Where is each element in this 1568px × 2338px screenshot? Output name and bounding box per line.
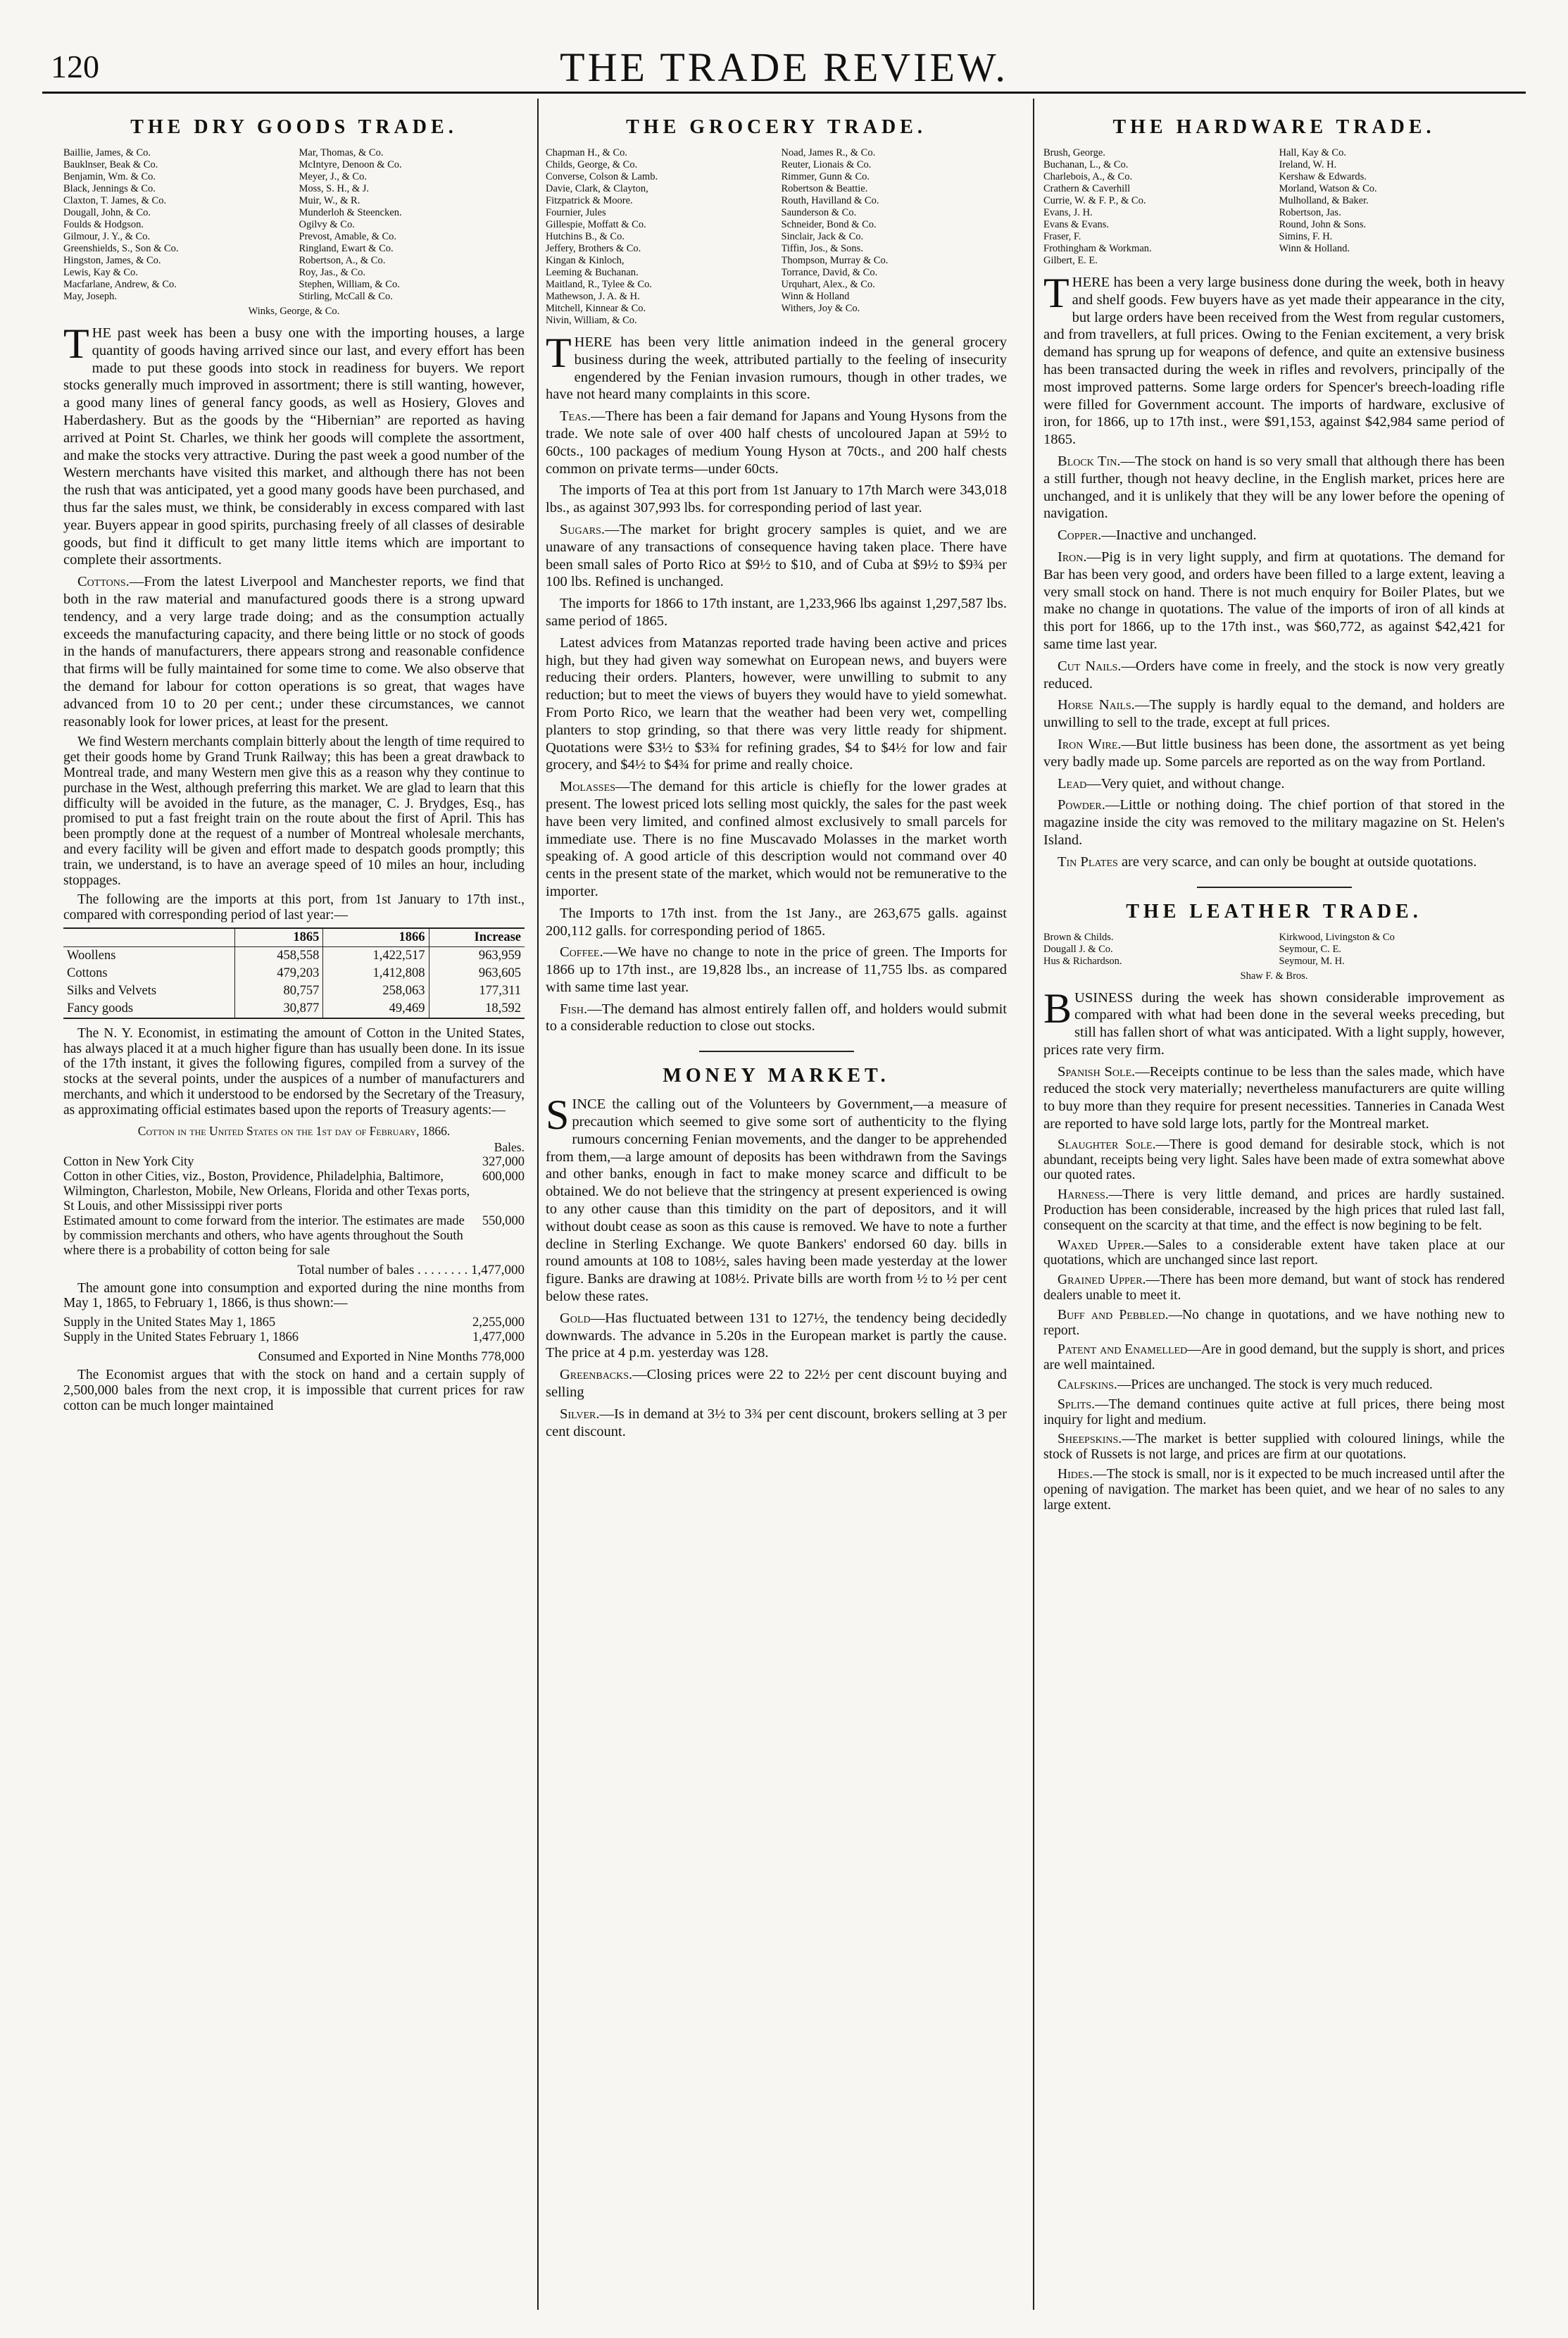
paragraph-text: —Receipts continue to be less than the sales made, which have reduced the stock very materially; nevertheless manufacturers are quite willing to buy more than they require for present necessities. Tanneries in Canada West are reported to have sold large lots, partly for the Montreal market. (1043, 1063, 1505, 1132)
paragraph-subhead: Buff and Pebbled. (1058, 1307, 1169, 1323)
paragraph-text: —Inactive and unchanged. (1101, 527, 1257, 544)
table-cell: Cottons (67, 965, 108, 980)
table-row (63, 946, 525, 965)
table-cell: 1,422,517 (323, 946, 429, 965)
article-paragraph (1043, 1377, 1505, 1393)
firm-name: Seymour, M. H. (1279, 955, 1345, 967)
article-paragraph (546, 521, 1007, 591)
ledger-label: Supply in the United States May 1, 1865 (63, 1315, 276, 1330)
firm-name: Stephen, William, & Co. (299, 279, 400, 290)
ledger-value: 327,000 (482, 1154, 525, 1169)
table-row (63, 982, 525, 1000)
paragraph-text: —Very quiet, and without change. (1086, 775, 1285, 792)
firm-name: Jeffery, Brothers & Co. (546, 243, 641, 254)
ledger-row (63, 1330, 525, 1345)
firm-name: Nivin, William, & Co. (546, 315, 637, 326)
paragraph-text: —But little business has been done, the assortment as yet being very badly made up. Some parcels are reported as on the way from Portland. (1043, 736, 1505, 770)
table-cell: 963,959 (429, 946, 525, 965)
article-intro: SINCE the calling out of the Volunteers by Government,—a measure of precaution which seemed to give some sort of authenticity to the flying rumours concerning Fenian movements, and the danger to be apprehended from them,—a large amount of deposits has been withdrawn from the Savings and other banks, enough in fact to make money scarce and difficult to be obtained. We do not believe that the stringency at present experienced is owing to any other cause than this timidity on the part of depositors, and it will without doubt cease as soon as this cause is removed. We have to note a further decline in Sterling Exchange. We quote Bankers' endorsed 60 day. bills in round amounts at 108 to 108½, sales having been made yesterday at the lower figure. Banks are drawing at 108½. Private bills are worth from ½ to ½ per cent below these rates. (546, 1092, 1007, 1305)
ledger-value: 2,255,000 (472, 1315, 525, 1330)
article-paragraph: The imports for 1866 to 17th instant, are 1,233,966 lbs against 1,297,587 lbs. same period of 1865. (546, 596, 1007, 629)
paragraph-subhead: Hides. (1058, 1467, 1093, 1482)
firm-name: Seymour, C. E. (1279, 943, 1341, 955)
firm-name: Munderloh & Steencken. (299, 207, 402, 218)
section-title: THE GROCERY TRADE. (626, 116, 927, 138)
paragraph-subhead: Harness. (1058, 1187, 1109, 1203)
article-paragraph (1043, 1432, 1505, 1463)
table-cell: 18,592 (429, 1000, 525, 1018)
firm-name: Fitzpatrick & Moore. (546, 195, 633, 206)
firm-name: Evans & Evans. (1043, 219, 1110, 230)
table-cell: 49,469 (323, 1000, 429, 1018)
article-paragraph: Latest advices from Matanzas reported trade having been active and prices high, but they had given way somewhat on European news, and buyers were reducing their orders. Planters, however, were unwilling to submit to any reduction; but to meet the views of buyers they would have to yield somewhat. From Porto Rico, we learn that the weather had been very wet, compelling planters to stop grinding, so that there was very little ready for shipment. Quotations were $3½ to $3¾ for refining grades, $4 to $4½ for low and fair grocery, and $4½ to $4¾ for prime and really choice. (546, 634, 1007, 773)
drop-cap: S (546, 1092, 570, 1139)
section-title: THE HARDWARE TRADE. (1112, 116, 1436, 138)
firm-name: Simins, F. H. (1279, 231, 1333, 242)
firm-name: Ringland, Ewart & Co. (299, 243, 394, 254)
paragraph-subhead: Teas. (560, 408, 591, 425)
table-cell: 1,412,808 (323, 965, 429, 982)
paragraph-text: —No change in quotations, and we have nothing new to report. (1043, 1307, 1505, 1338)
article-paragraph (1043, 736, 1505, 771)
firm-name: Hutchins B., & Co. (546, 231, 625, 242)
table-row (63, 1000, 525, 1018)
paragraph-text: —The market is better supplied with coloured linings, while the stock of Russets is not large, and prices are firm at our quotations. (1043, 1432, 1505, 1463)
firm-name: Converse, Colson & Lamb. (546, 171, 658, 182)
article-paragraph (1043, 527, 1505, 544)
paragraph-text: —Has fluctuated between 131 to 127½, the tendency being decidedly downwards. The advance in 5.20s in the European market is partly the cause. The price at 4 p.m. yesterday was 128. (546, 1310, 1007, 1361)
ledger-value: 600,000 (482, 1169, 525, 1184)
firm-name: Leeming & Buchanan. (546, 267, 639, 278)
paragraph-subhead: Tin Plates (1058, 854, 1118, 870)
firm-name: Buchanan, L., & Co. (1043, 159, 1129, 170)
article-paragraph (1043, 1342, 1505, 1373)
paragraph-text: —There is good demand for desirable stock, which is not abundant, receipts being very light. Sales have been made of extra somewhat above our quoted rates. (1043, 1137, 1505, 1183)
firm-name: Hall, Kay & Co. (1279, 147, 1346, 158)
paragraph-subhead: Splits. (1058, 1396, 1096, 1412)
firm-name: Reuter, Lionais & Co. (781, 159, 872, 170)
firm-name: Saunderson & Co. (781, 207, 857, 218)
paragraph-subhead: Fish. (560, 1001, 588, 1017)
paragraph-subhead: Gold (560, 1310, 591, 1326)
firm-list (546, 147, 1007, 327)
firm-name: Winn & Holland. (1279, 243, 1350, 254)
table-cell: 479,203 (234, 965, 323, 982)
firm-name: Childs, George, & Co. (546, 159, 638, 170)
firm-name: Robertson & Beattie. (781, 183, 868, 194)
article-paragraph (546, 1001, 1007, 1036)
journal-title: THE TRADE REVIEW. (560, 44, 1008, 90)
firm-name: Dougall J. & Co. (1043, 943, 1113, 955)
paragraph-subhead: Waxed Upper. (1058, 1237, 1145, 1253)
article-paragraph (1043, 854, 1505, 871)
firm-name: Mar, Thomas, & Co. (299, 147, 384, 158)
table-cell: 30,877 (234, 1000, 323, 1018)
paragraph-text: —The supply is hardly equal to the demand, and holders are unwilling to sell to the trade, except at full prices. (1043, 697, 1505, 731)
ledger-label: Estimated amount to come forward from the interior. The estimates are made by commission merchants and others, who have agents throughout the South where there is a probability of cotton being for sale (63, 1213, 465, 1258)
paragraph-subhead: Iron. (1058, 549, 1087, 565)
article-paragraph (546, 1366, 1007, 1401)
firm-name: Chapman H., & Co. (546, 147, 627, 158)
drop-cap: T (63, 320, 89, 367)
firm-name: May, Joseph. (63, 291, 117, 302)
firm-name: Claxton, T. James, & Co. (63, 195, 167, 206)
firm-name: Round, John & Sons. (1279, 219, 1367, 230)
article-paragraph: The Economist argues that with the stock on hand and a certain supply of 2,500,000 bales from the next crop, it is impossible that current prices for raw cotton can be much longer maintained (63, 1368, 525, 1413)
ledger-total: Total number of bales . . . . . . . . 1,477,000 (297, 1262, 525, 1277)
article-intro: BUSINESS during the week has shown considerable improvement as compared with what had been done in the several weeks preceding, but still has fallen short of what was anticipated. With a light supply, however, prices rate very firm. (1043, 984, 1505, 1058)
firm-name: Maitland, R., Tylee & Co. (546, 279, 652, 290)
table-header-cell (63, 928, 234, 947)
firm-list-trailer: Shaw F. & Bros. (1240, 970, 1308, 982)
ledger-row (63, 1315, 525, 1330)
firm-name: Robertson, A., & Co. (299, 255, 386, 266)
running-head (42, 35, 1526, 94)
drop-cap: T (546, 330, 572, 376)
paragraph-subhead: Iron Wire. (1058, 736, 1122, 752)
drop-cap: B (1043, 984, 1072, 1032)
firm-name: Ogilvy & Co. (299, 219, 355, 230)
article-paragraph (546, 944, 1007, 996)
paragraph-subhead: Calfskins. (1058, 1377, 1117, 1393)
table-header-cell: 1866 (323, 928, 429, 947)
article-paragraph: The imports of Tea at this port from 1st January to 17th March were 343,018 lbs., as against 307,993 lbs. for corresponding period of last year. (546, 482, 1007, 516)
firm-name: Withers, Joy & Co. (781, 303, 860, 314)
firm-name: Frothingham & Workman. (1043, 243, 1152, 254)
table-cell: 258,063 (323, 982, 429, 1000)
article-paragraph (1043, 453, 1505, 523)
article-paragraph (546, 1310, 1007, 1362)
table-cell: 458,558 (234, 946, 323, 965)
firm-name: Meyer, J., & Co. (299, 171, 367, 182)
firm-name: Lewis, Kay & Co. (63, 267, 138, 278)
firm-name: Bauklnser, Beak & Co. (63, 159, 158, 170)
paragraph-text: —There has been a fair demand for Japans and Young Hysons from the trade. We note sale of over 400 half chests of uncoloured Japan at 59½ to 60cts., 100 packages of medium Young Hyson at 70cts., and 200 half chests common on private terms—under 60cts. (546, 408, 1007, 477)
ledger-value: 1,477,000 (472, 1330, 525, 1345)
firm-name: Kingan & Kinloch, (546, 255, 625, 266)
firm-name: Foulds & Hodgson. (63, 219, 144, 230)
firm-name: Stirling, McCall & Co. (299, 291, 393, 302)
article-paragraph: The N. Y. Economist, in estimating the amount of Cotton in the United States, has always placed it at a much higher figure than has usually been done. In its issue of the 17th instant, it gives the following figures, compiled from a survey of the stocks at the several points, under the auspices of a number of manufacturers and merchants, and which it understood to be endorsed by the Secretary of the Treasury, as approximating official estimates based upon the reports of Treasury agents:— (63, 1025, 525, 1118)
article-paragraph (1043, 1273, 1505, 1304)
paragraph-subhead: Grained Upper. (1058, 1273, 1146, 1288)
article-paragraph: The amount gone into consumption and exported during the nine months from May 1, 1865, to February 1, 1866, is thus shown:— (63, 1280, 525, 1311)
section-title: THE DRY GOODS TRADE. (130, 116, 458, 138)
firm-name: Fournier, Jules (546, 207, 606, 218)
ledger-row (63, 1214, 525, 1258)
firm-name: Currie, W. & F. P., & Co. (1043, 195, 1146, 206)
firm-name: Mitchell, Kinnear & Co. (546, 303, 646, 314)
firm-name: Sinclair, Jack & Co. (781, 231, 864, 242)
firm-name: Benjamin, Wm. & Co. (63, 171, 156, 182)
paragraph-subhead: Powder. (1058, 797, 1105, 813)
article-paragraph: The following are the imports at this port, from 1st January to 17th inst., compared with corresponding period of last year:— (63, 892, 525, 923)
firm-name: Dougall, John, & Co. (63, 207, 151, 218)
firm-name: Morland, Watson & Co. (1279, 183, 1377, 194)
column-rule (537, 99, 539, 2310)
firm-name: Schneider, Bond & Co. (781, 219, 877, 230)
column-hardware (1043, 116, 1505, 2299)
paragraph-text: —Prices are unchanged. The stock is very much reduced. (1117, 1377, 1433, 1393)
firm-name: Charlebois, A., & Co. (1043, 171, 1133, 182)
paragraph-text: —There has been more demand, but want of stock has rendered dealers unable to meet it. (1043, 1273, 1505, 1304)
ledger-value: 550,000 (482, 1213, 525, 1228)
paragraph-text: —The demand continues quite active at full prices, there being most inquiry for light and medium. (1043, 1396, 1505, 1427)
section-title: THE LEATHER TRADE. (1126, 900, 1422, 923)
table-cell: 177,311 (429, 982, 525, 1000)
firm-name: Ireland, W. H. (1279, 159, 1337, 170)
firm-name: Evans, J. H. (1043, 207, 1093, 218)
table-cell: Silks and Velvets (67, 983, 157, 998)
article-paragraph (1043, 1308, 1505, 1339)
article-paragraph (1043, 1397, 1505, 1428)
firm-name: Routh, Havilland & Co. (781, 195, 879, 206)
firm-list (63, 147, 525, 303)
paragraph-text: —Closing prices were 22 to 22½ per cent discount buying and selling (546, 1367, 1007, 1401)
paragraph-text: —Pig is in very light supply, and firm at quotations. The demand for Bar has been very good, and orders have been filled to a large extent, leaving a very small stock on hand. There is not much enquiry for Boiler Plates, but we make no change in quotations. The value of the imports of iron of all kinds at this port for 1866, up to the 17th inst., was $60,772, as against $42,421 for same time last year. (1043, 549, 1505, 652)
supply-ledger (63, 1315, 525, 1345)
article-paragraph (1043, 1187, 1505, 1233)
paragraph-text: —There is very little demand, and prices are hardly sustained. Production has been considerable, increased by the high prices that ruled last fall, consequent on the scarcity at that time, and the effect is now begining to be felt. (1043, 1187, 1505, 1233)
paragraph-subhead: Spanish Sole. (1058, 1063, 1136, 1080)
firm-name: Hingston, James, & Co. (63, 255, 161, 266)
firm-name: Gilbert, E. E. (1043, 255, 1098, 266)
firm-name: Mathewson, J. A. & H. (546, 291, 640, 302)
firm-name: Moss, S. H., & J. (299, 183, 370, 194)
paragraph-subhead: Patent and Enamelled (1058, 1342, 1188, 1358)
article-paragraph (1043, 696, 1505, 732)
column-grocery (546, 116, 1007, 2299)
article-paragraph (546, 778, 1007, 901)
firm-name: Rimmer, Gunn & Co. (781, 171, 870, 182)
ledger-row (63, 1155, 525, 1170)
firm-list-trailer: Winks, George, & Co. (248, 306, 340, 317)
firm-name: Greenshields, S., Son & Co. (63, 243, 179, 254)
firm-name: Roy, Jas., & Co. (299, 267, 366, 278)
ledger-label: Cotton in New York City (63, 1154, 194, 1169)
paragraph-subhead: Greenbacks. (560, 1367, 633, 1383)
firm-name: Kershaw & Edwards. (1279, 171, 1367, 182)
article-intro: THERE has been a very large business done during the week, both in heavy and shelf goods. Few buyers have as yet made their appearance in the city, but large orders have been received from the West from regular customers, and from travellers, at full prices. Owing to the Fenian excitement, a very brisk demand has sprung up for weapons of defence, and quite an extensive business has been transacted during the week in rifles and revolvers, principally of the most improved patterns. Some large orders for Spencer's breech-loading rifle were filled for Government account. The imports of hardware, exclusive of iron, for 1866, up to 17th inst., were $91,153, against $42,984 same period of 1865. (1043, 270, 1505, 448)
article-paragraph (1043, 1467, 1505, 1513)
firm-name: Mulholland, & Baker. (1279, 195, 1369, 206)
paragraph-subhead: Copper. (1058, 527, 1102, 544)
table-heading: Cotton in the United States on the 1st day of February, 1866. (137, 1123, 451, 1138)
section-title: MONEY MARKET. (663, 1065, 890, 1087)
table-header-cell: 1865 (234, 928, 323, 947)
paragraph-subhead: Cut Nails. (1058, 658, 1122, 674)
firm-name: Fraser, F. (1043, 231, 1081, 242)
article-intro: THE past week has been a busy one with the importing houses, a large quantity of goods having arrived since our last, and every effort has been made to put these goods into stock in readiness for buyers. We report stocks generally much improved in assortment; there is still wanting, however, a good many lines of general fancy goods, as well as Hosiery, Gloves and Haberdashery. But as the goods by the “Hibernian” are reported as having arrived at Point St. Charles, we think her goods will complete the assortment, and make the stocks very attractive. During the past week a good number of the Western merchants have visited this market, and although there has not been the rush that was anticipated, yet a good many goods have been purchased, and thus far the sales must, we think, be considerably in excess compared with last year. Buyers appear in good spirits, purchasing freely of all classes of desirable goods, but find it difficult to get many little items which are important to complete their assortments. (63, 320, 525, 568)
paragraph-text: are very scarce, and can only be bought at outside quotations. (1121, 854, 1477, 870)
article-paragraph (1043, 1063, 1505, 1133)
paragraph-text: —Are in good demand, but the supply is short, and prices are well maintained. (1043, 1342, 1505, 1373)
paragraph-text: —The demand has almost entirely fallen off, and holders would submit to a considerable reduction to close out stocks. (546, 1001, 1007, 1034)
paragraph-subhead: Horse Nails. (1058, 697, 1135, 713)
paragraph-text: —From the latest Liverpool and Manchester reports, we find that both in the raw material and manufactured goods there is a strong upward tendency, and a very large trade doing; and as the consumption actually exceeds the manufacturing capacity, and there being little or no stock of goods in the hands of manufacturers, there appears strong and reasonable confidence that firms will be fully maintained for some time to come. We also observe that the demand for labour for cotton operations is so great, that wages have advanced from 10 to 20 per cent.; under these circumstances, we cannot reasonably look for lower prices, at least for the present. (63, 574, 525, 730)
firm-name: Gillespie, Moffatt & Co. (546, 219, 646, 230)
article-paragraph (546, 408, 1007, 477)
firm-name: Macfarlane, Andrew, & Co. (63, 279, 177, 290)
paragraph-text: —Orders have come in freely, and the stock is now very greatly reduced. (1043, 658, 1505, 692)
paragraph-text: —Is in demand at 3½ to 3¾ per cent discount, brokers selling at 3 per cent discount. (546, 1406, 1007, 1439)
firm-name: Winn & Holland (781, 291, 850, 302)
firm-name: McIntyre, Denoon & Co. (299, 159, 402, 170)
paragraph-subhead: Molasses (560, 779, 615, 795)
imports-table (63, 927, 525, 1019)
section-divider (699, 1051, 854, 1052)
ledger-total: Consumed and Exported in Nine Months 778,000 (258, 1349, 525, 1365)
table-row (63, 965, 525, 982)
firm-name: Torrance, David, & Co. (781, 267, 878, 278)
paragraph-text: —We have no change to note in the price of green. The Imports for 1866 up to 17th inst., are 19,828 lbs., an increase of 11,755 lbs. as compared with same time last year. (546, 944, 1007, 995)
ledger-label: Supply in the United States February 1, 1866 (63, 1330, 299, 1345)
paragraph-subhead: Coffee. (560, 944, 603, 961)
ledger-label: Cotton in other Cities, viz., Boston, Providence, Philadelphia, Baltimore, Wilmington, Charleston, Mobile, New Orleans, Florida and other Texas ports, St Louis, and other Mississippi river ports (63, 1169, 470, 1213)
firm-name: Baillie, James, & Co. (63, 147, 151, 158)
paragraph-subhead: Lead (1058, 775, 1087, 792)
firm-list (1043, 147, 1505, 267)
page-number: 120 (51, 49, 99, 85)
article-paragraph: The Imports to 17th inst. from the 1st Jany., are 263,675 galls. against 200,112 galls. for corresponding period of 1865. (546, 905, 1007, 939)
cotton-ledger (63, 1155, 525, 1258)
table-cell: Woollens (67, 948, 116, 963)
paragraph-text: —The stock on hand is so very small that although there has been a still further, though not heavy decline, in the English market, prices here are unchanged, and it is unlikely that they will be any lower before the opening of navigation. (1043, 453, 1505, 522)
firm-name: Muir, W., & R. (299, 195, 360, 206)
article-paragraph: We find Western merchants complain bitterly about the length of time required to get their goods home by Grand Trunk Railway; this has been a great drawback to Montreal trade, and many Western men give this as a reason why they continue to purchase in the West, although preferring this market. We are glad to learn that this difficulty will be avoided in the future, as the manager, C. J. Brydges, Esq., has promised to put a fast freight train on the route about the first of April. This has been promptly done at the request of a number of Montreal wholesale merchants, and every facility will be given and effort made to despatch goods promptly; this train, we understand, is to have an average speed of 10 miles an hour, including stoppages. (63, 734, 525, 888)
firm-name: Urquhart, Alex., & Co. (781, 279, 875, 290)
ledger-row (63, 1170, 525, 1214)
paragraph-subhead: Block Tin. (1058, 453, 1121, 469)
paragraph-subhead: Cottons. (77, 574, 130, 590)
firm-list (1043, 932, 1505, 968)
firm-name: Brush, George. (1043, 147, 1105, 158)
table-header-cell: Increase (429, 928, 525, 947)
paragraph-text: —Sales to a considerable extent have taken place at our quotations, which are unchanged since last report. (1043, 1237, 1505, 1268)
paragraph-text: —Little or nothing doing. The chief portion of that stored in the magazine inside the city was removed to the military magazine on St. Helen's Island. (1043, 797, 1505, 848)
article-paragraph (1043, 549, 1505, 654)
firm-name: Hus & Richardson. (1043, 955, 1122, 967)
column-rule (1033, 99, 1034, 2310)
paragraph-subhead: Sheepskins. (1058, 1432, 1122, 1447)
table-cell: 963,605 (429, 965, 525, 982)
drop-cap: T (1043, 270, 1070, 316)
article-paragraph (546, 1406, 1007, 1441)
article-intro: THERE has been very little animation indeed in the general grocery business during the week, attributed partially to the feeling of insecurity engendered by the Fenian invasion rumours, though in other trades, we have not heard many complaints in this score. (546, 330, 1007, 403)
firm-name: Gilmour, J. Y., & Co. (63, 231, 151, 242)
paragraph-subhead: Silver. (560, 1406, 600, 1422)
firm-name: Davie, Clark, & Clayton, (546, 183, 648, 194)
firm-name: Brown & Childs. (1043, 931, 1114, 943)
paragraph-text: —The demand for this article is chiefly for the lower grades at present. The lowest priced lots selling most quickly, the sales for the past week have been very limited, and confined almost exclusively to small parcels for immediate use. There is no fine Muscavado Molasses in the market worth speaking of. A good article of this description would not command over 40 cents in the present state of the market, which would not be remunerative to the importer. (546, 779, 1007, 899)
paragraph-subhead: Sugars. (560, 521, 605, 537)
firm-name: Robertson, Jas. (1279, 207, 1341, 218)
column-dry-goods (63, 116, 525, 2299)
paragraph-text: —The market for bright grocery samples is quiet, and we are unaware of any transactions of consequence having taken place. There have been small sales of Porto Rico at $9½ to $10, and of Cuba at $9½ to $9¾ per 100 lbs. Refined is unchanged. (546, 521, 1007, 590)
article-paragraph (1043, 775, 1505, 793)
table-cell: 80,757 (234, 982, 323, 1000)
firm-name: Kirkwood, Livingston & Co (1279, 931, 1395, 943)
firm-name: Crathern & Caverhill (1043, 183, 1131, 194)
paragraph-subhead: Slaughter Sole. (1058, 1137, 1156, 1152)
firm-name: Thompson, Murray & Co. (781, 255, 889, 266)
article-paragraph (1043, 658, 1505, 693)
article-paragraph (1043, 796, 1505, 849)
section-divider (1197, 887, 1352, 888)
firm-name: Prevost, Amable, & Co. (299, 231, 397, 242)
firm-name: Black, Jennings & Co. (63, 183, 156, 194)
paragraph-text: —The stock is small, nor is it expected to be much increased until after the opening of navigation. The market has been quiet, and we hear of no sales to any large extent. (1043, 1467, 1505, 1513)
firm-name: Noad, James R., & Co. (781, 147, 876, 158)
firm-name: Tiffin, Jos., & Sons. (781, 243, 863, 254)
article-paragraph (1043, 1137, 1505, 1183)
column-label: Bales. (494, 1139, 525, 1154)
article-paragraph (1043, 1238, 1505, 1269)
article-paragraph (63, 573, 525, 730)
table-cell: Fancy goods (67, 1001, 134, 1015)
